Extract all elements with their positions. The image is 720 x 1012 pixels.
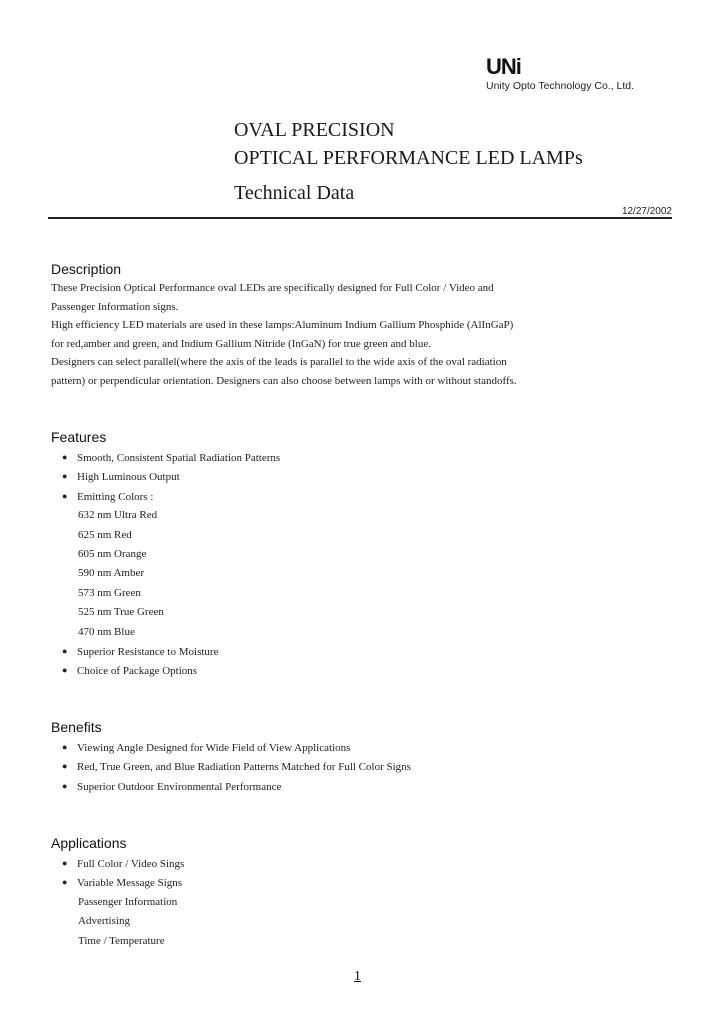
list-item: ● Superior Outdoor Environmental Performance — [62, 780, 282, 793]
list-item: ● Superior Resistance to Moisture — [62, 646, 219, 658]
bullet-icon: ● — [62, 877, 68, 888]
list-item: ● Emitting Colors : — [62, 490, 154, 503]
description-line: pattern) or perpendicular orientation. Designers can also choose between lamps with or without standoffs. — [51, 374, 517, 387]
bullet-icon: ● — [62, 858, 68, 868]
page-number: 1 — [354, 969, 361, 984]
color-item: 525 nm True Green — [78, 606, 164, 619]
sub-item: Time / Temperature — [78, 934, 165, 947]
description-line: Passenger Information signs. — [51, 300, 179, 313]
description-line: for red,amber and green, and Indium Gallium Nitride (InGaN) for true green and blue. — [51, 337, 431, 350]
bullet-icon: ● — [62, 490, 68, 501]
description-paragraph — [51, 279, 517, 391]
header-divider — [48, 217, 672, 219]
bullet-icon: ● — [62, 742, 68, 752]
description-heading: Description — [51, 261, 122, 277]
list-item: ● Smooth, Consistent Spatial Radiation Patterns — [62, 452, 281, 464]
document-title-line2: OPTICAL PERFORMANCE LED LAMPs — [234, 147, 583, 169]
benefits-heading: Benefits — [51, 719, 102, 735]
features-heading: Features — [51, 429, 107, 445]
applications-heading: Applications — [51, 835, 127, 851]
sub-item: Passenger Information — [78, 895, 178, 908]
document-title-line1: OVAL PRECISION — [234, 119, 395, 141]
description-line: These Precision Optical Performance oval LEDs are specifically designed for Full Color / Video and — [51, 282, 494, 294]
description-line: High efficiency LED materials are used in these lamps:Aluminum Indium Gallium Phosphide (AlInGaP) — [51, 319, 514, 332]
list-item: ● Full Color / Video Sings — [62, 858, 185, 870]
sub-item: Advertising — [78, 915, 130, 928]
color-item: 573 nm Green — [78, 586, 141, 599]
bullet-icon: ● — [62, 646, 68, 656]
bullet-icon: ● — [62, 665, 68, 676]
document-subtitle: Technical Data — [234, 182, 355, 204]
list-item: ● Red, True Green, and Blue Radiation Patterns Matched for Full Color Signs — [62, 761, 411, 774]
bullet-icon: ● — [62, 452, 68, 462]
list-item: ● Viewing Angle Designed for Wide Field of View Applications — [62, 742, 351, 754]
bullet-icon: ● — [62, 471, 68, 482]
company-name: Unity Opto Technology Co., Ltd. — [486, 80, 635, 92]
description-line: Designers can select parallel(where the axis of the leads is parallel to the wide axis of the oval radiation — [51, 356, 507, 369]
color-item: 605 nm Orange — [78, 548, 147, 560]
color-item: 470 nm Blue — [78, 625, 135, 638]
company-logo: UNi — [486, 54, 521, 79]
list-item: ● Variable Message Signs — [62, 877, 183, 890]
color-item: 632 nm Ultra Red — [78, 509, 158, 522]
color-item: 625 nm Red — [78, 528, 132, 541]
color-item: 590 nm Amber — [78, 567, 144, 580]
list-item: ● Choice of Package Options — [62, 665, 198, 678]
bullet-icon: ● — [62, 761, 68, 772]
list-item: ● High Luminous Output — [62, 471, 180, 484]
document-date: 12/27/2002 — [621, 206, 672, 217]
bullet-icon: ● — [62, 780, 68, 791]
